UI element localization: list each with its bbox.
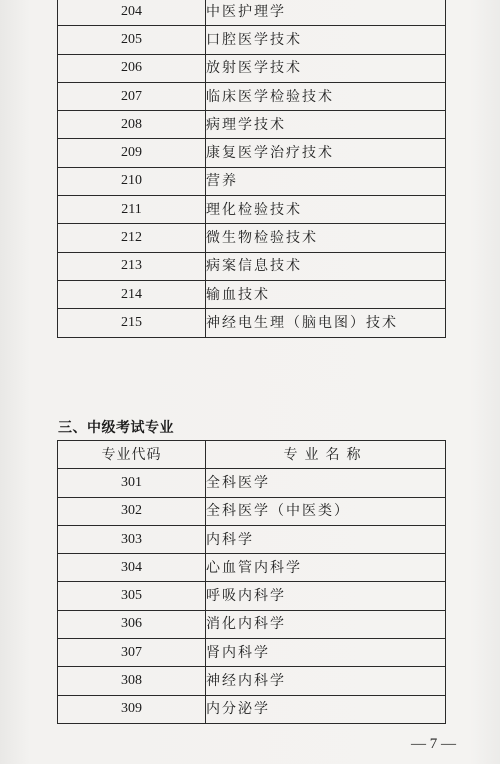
specialty-name: 神经内科学 (206, 667, 446, 695)
specialty-name: 神经电生理（脑电图）技术 (206, 309, 446, 337)
table-row (58, 667, 446, 695)
specialty-name: 呼吸内科学 (206, 582, 446, 610)
specialty-name: 临床医学检验技术 (206, 82, 446, 110)
table-row (58, 610, 446, 638)
specialty-name: 消化内科学 (206, 610, 446, 638)
specialty-code: 205 (58, 26, 206, 54)
intermediate-exam-specialty-table (57, 440, 446, 724)
specialty-code: 215 (58, 309, 206, 337)
specialty-name: 口腔医学技术 (206, 26, 446, 54)
specialty-code: 204 (58, 0, 206, 26)
specialty-name: 康复医学治疗技术 (206, 139, 446, 167)
column-header-name: 专业名称 (206, 441, 446, 469)
specialty-code: 303 (58, 525, 206, 553)
table-row (58, 554, 446, 582)
specialty-code: 306 (58, 610, 206, 638)
table-row (58, 196, 446, 224)
specialty-table-continued (57, 0, 446, 338)
table-row (58, 54, 446, 82)
specialty-name: 全科医学 (206, 469, 446, 497)
table-row (58, 469, 446, 497)
specialty-code: 207 (58, 82, 206, 110)
specialty-code: 206 (58, 54, 206, 82)
table-row (58, 167, 446, 195)
specialty-name: 理化检验技术 (206, 196, 446, 224)
specialty-code: 307 (58, 639, 206, 667)
specialty-code: 213 (58, 252, 206, 280)
specialty-code: 309 (58, 695, 206, 723)
specialty-code: 208 (58, 111, 206, 139)
table-row (58, 695, 446, 723)
specialty-name: 中医护理学 (206, 0, 446, 26)
specialty-name: 病理学技术 (206, 111, 446, 139)
specialty-name: 心血管内科学 (206, 554, 446, 582)
specialty-name: 放射医学技术 (206, 54, 446, 82)
specialty-name: 输血技术 (206, 280, 446, 308)
table-row (58, 224, 446, 252)
specialty-code: 209 (58, 139, 206, 167)
table-row (58, 525, 446, 553)
specialty-name: 病案信息技术 (206, 252, 446, 280)
specialty-code: 308 (58, 667, 206, 695)
section-heading: 三、中级考试专业 (58, 420, 174, 436)
table-row (58, 82, 446, 110)
specialty-name: 微生物检验技术 (206, 224, 446, 252)
specialty-code: 305 (58, 582, 206, 610)
specialty-name: 营养 (206, 167, 446, 195)
specialty-code: 212 (58, 224, 206, 252)
table-header (58, 441, 446, 469)
specialty-table-continued-body (58, 0, 446, 337)
table-row (58, 309, 446, 337)
table-row (58, 252, 446, 280)
specialty-code: 210 (58, 167, 206, 195)
table-row (58, 26, 446, 54)
specialty-code: 304 (58, 554, 206, 582)
specialty-name: 内分泌学 (206, 695, 446, 723)
specialty-name: 全科医学（中医类） (206, 497, 446, 525)
table-header-row (58, 441, 446, 469)
intermediate-exam-table-body (58, 469, 446, 724)
specialty-name: 内科学 (206, 525, 446, 553)
specialty-name: 肾内科学 (206, 639, 446, 667)
table-row (58, 639, 446, 667)
table-row (58, 280, 446, 308)
specialty-code: 214 (58, 280, 206, 308)
table-row (58, 0, 446, 26)
column-header-code: 专业代码 (58, 441, 206, 469)
specialty-code: 211 (58, 196, 206, 224)
page-number: — 7 — (411, 736, 456, 752)
table-row (58, 111, 446, 139)
specialty-code: 301 (58, 469, 206, 497)
table-row (58, 139, 446, 167)
table-row (58, 582, 446, 610)
table-row (58, 497, 446, 525)
specialty-code: 302 (58, 497, 206, 525)
